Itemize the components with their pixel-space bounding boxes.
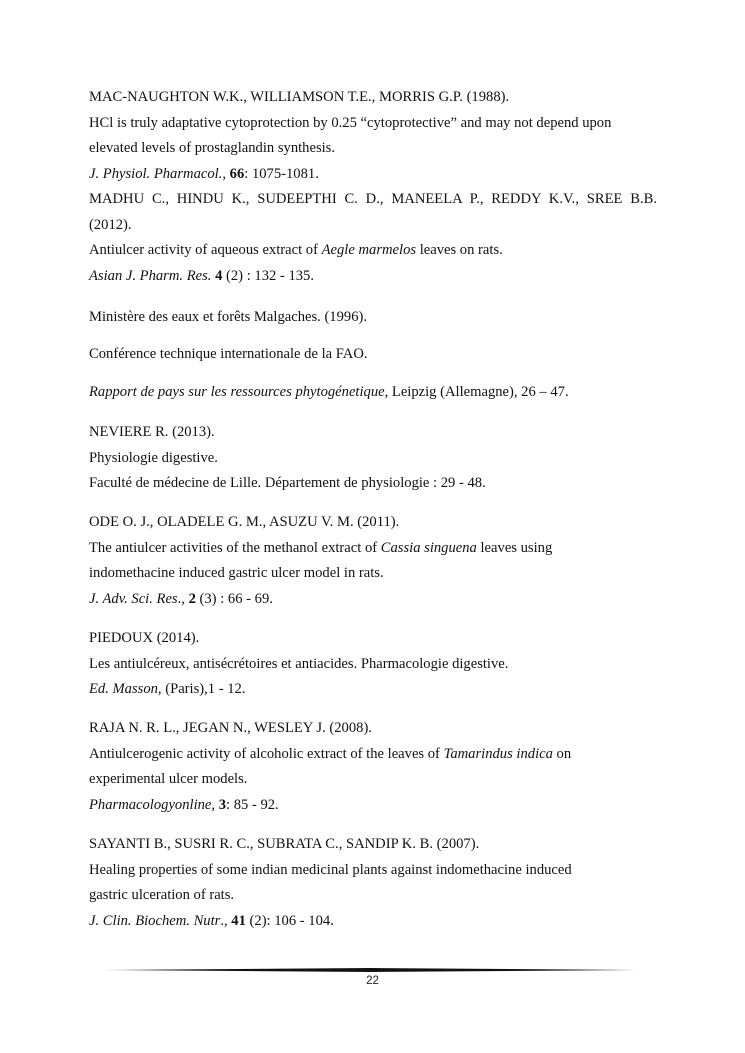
journal-name: Asian J. Pharm. Res.: [89, 267, 212, 284]
reference-authors: MAC-NAUGHTON W.K., WILLIAMSON T.E., MORRIS G.P. (1988).: [89, 89, 510, 105]
reference-authors-year: (2012).: [89, 216, 132, 233]
separator: ,: [211, 796, 219, 813]
species-name: Aegle marmelos: [321, 242, 417, 258]
reference-citation: [89, 264, 657, 290]
reference-citation: [89, 793, 657, 819]
reference-macnaughton: [89, 85, 657, 187]
journal-name: J. Adv. Sci. Res: [89, 590, 178, 607]
separator: .,: [220, 912, 232, 929]
journal-pages: (2) : 132 - 135.: [222, 267, 314, 284]
journal-volume: 3: [218, 796, 226, 813]
title-text: leaves on rats.: [416, 242, 503, 258]
journal-name: J. Clin. Biochem. Nutr: [89, 912, 221, 929]
separator: ,: [222, 165, 230, 182]
reference-title-line: Physiologie digestive.: [89, 449, 218, 466]
journal-pages: (3) : 66 - 69.: [195, 590, 273, 607]
journal-name: J. Physiol. Pharmacol.: [89, 165, 223, 182]
reference-authors: RAJA N. R. L., JEGAN N., WESLEY J. (2008).: [89, 720, 372, 736]
reference-title-line: [89, 238, 657, 264]
reference-citation: [89, 162, 657, 188]
reference-citation: [89, 677, 657, 703]
reference-authors: ODE O. J., OLADELE G. M., ASUZU V. M. (2011).: [89, 514, 400, 530]
reference-citation: [89, 909, 657, 935]
reference-authors: NEVIERE R. (2013).: [89, 424, 215, 440]
reference-source: Faculté de médecine de Lille. Département de physiologie : 29 - 48.: [89, 475, 486, 491]
reference-madhu: [89, 187, 657, 289]
title-text: The antiulcer activities of the methanol extract of: [89, 539, 381, 556]
reference-title-line: [89, 742, 657, 768]
reference-title-line: gastric ulceration of rats.: [89, 887, 235, 903]
species-name: Cassia singuena: [380, 539, 477, 556]
journal-pages: : 1075-1081.: [244, 165, 319, 182]
reference-raja: [89, 716, 657, 818]
journal-pages: : 85 - 92.: [226, 796, 279, 813]
title-text: Antiulcer activity of aqueous extract of: [89, 242, 322, 258]
reference-authors: MADHU C., HINDU K., SUDEEPTHI C. D., MANEELA P., REDDY K.V., SREE B.B.: [89, 191, 657, 207]
reference-ministere: [89, 305, 657, 331]
reference-title-line: HCl is truly adaptative cytoprotection by 0.25 “cytoprotective” and may not depend upon: [89, 114, 612, 131]
journal-volume: 4: [215, 267, 223, 284]
journal-volume: 2: [188, 590, 196, 607]
journal-pages: (2): 106 - 104.: [245, 912, 334, 929]
reference-authors: PIEDOUX (2014).: [89, 630, 200, 646]
journal-volume: 41: [231, 912, 246, 929]
title-text: Antiulcerogenic activity of alcoholic extract of the leaves of: [89, 745, 444, 762]
publisher-details: , (Paris),1 - 12.: [157, 681, 246, 697]
reference-ode: [89, 510, 657, 612]
title-text: leaves using: [476, 539, 553, 556]
page-number: 22: [366, 975, 379, 987]
journal-volume: 66: [229, 165, 245, 182]
reference-ministere-conference: [89, 342, 657, 368]
reference-title-line: [89, 536, 657, 562]
reference-ministere-report: [89, 380, 657, 406]
reference-piedoux: [89, 626, 657, 703]
reference-authors: SAYANTI B., SUSRI R. C., SUBRATA C., SANDIP K. B. (2007).: [89, 836, 480, 852]
footer-divider-shape: [103, 968, 641, 972]
reference-authors: Ministère des eaux et forêts Malgaches. (1996).: [89, 309, 368, 325]
reference-citation: [89, 587, 657, 613]
reference-title-line: indomethacine induced gastric ulcer model in rats.: [89, 565, 384, 581]
reference-title-line: Healing properties of some indian medicinal plants against indomethacine induced: [89, 861, 572, 878]
footer-divider: [103, 968, 641, 972]
journal-name: Pharmacologyonline: [89, 796, 212, 813]
reference-title-line: Les antiulcéreux, antisécrétoires et antiacides. Pharmacologie digestive.: [89, 655, 509, 672]
reference-neviere: [89, 420, 657, 497]
reference-title-line: Conférence technique internationale de la FAO.: [89, 346, 368, 362]
report-title: Rapport de pays sur les ressources phytogénetique: [89, 384, 385, 400]
reference-sayanti: [89, 832, 657, 934]
report-details: , Leipzig (Allemagne), 26 – 47.: [384, 384, 569, 400]
species-name: Tamarindus indica: [443, 745, 553, 762]
publisher-name: Ed. Masson: [89, 681, 158, 697]
reference-title-line: experimental ulcer models.: [89, 771, 248, 787]
reference-title-line: elevated levels of prostaglandin synthesis.: [89, 140, 336, 156]
title-text: on: [552, 745, 572, 762]
reference-citation: [89, 380, 657, 406]
separator: .,: [177, 590, 189, 607]
